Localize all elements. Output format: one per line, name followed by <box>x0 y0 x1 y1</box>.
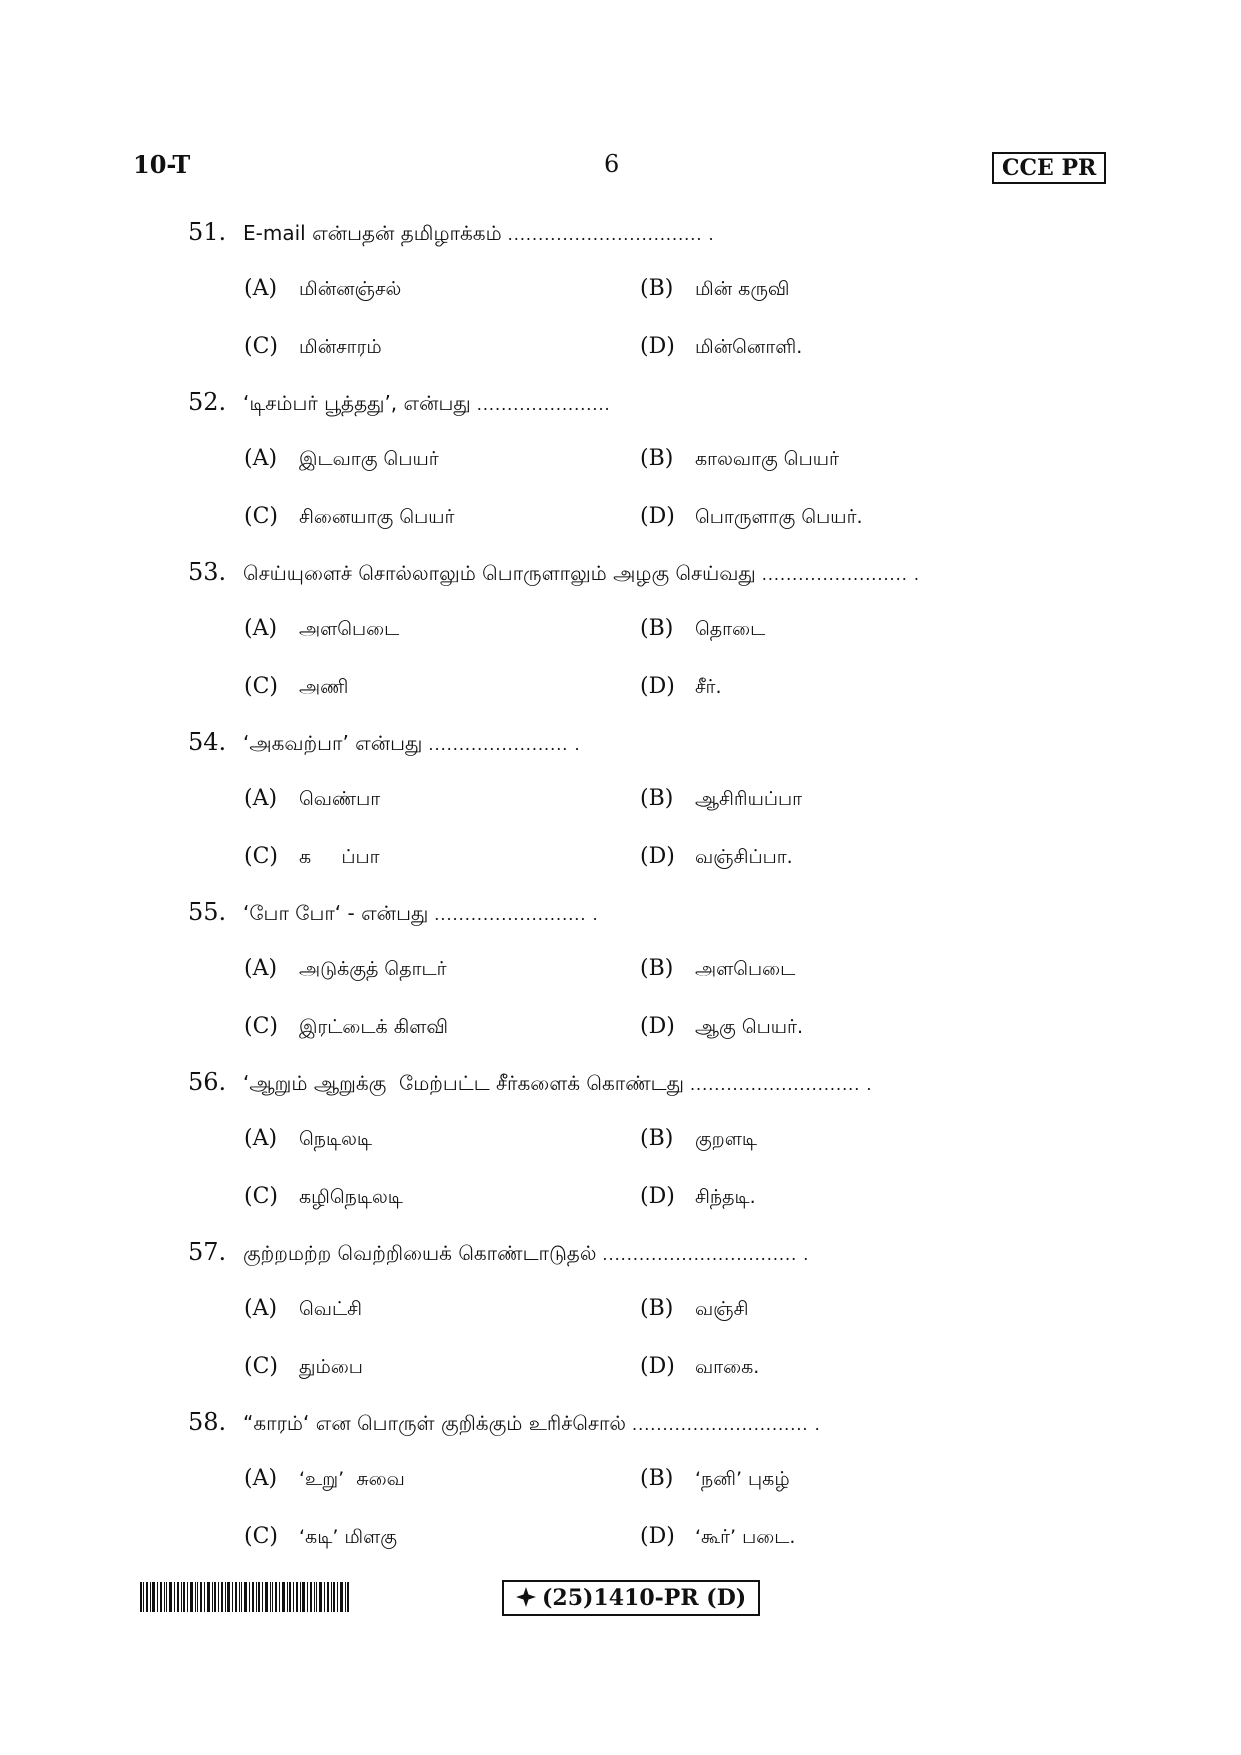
option-d <box>640 674 722 701</box>
option-key: (B) <box>640 1466 674 1491</box>
option-text: வெண்பா <box>299 788 381 810</box>
question-text: செய்யுளைச் சொல்லாலும் பொருளாலும் அழகு செய்வது <box>243 561 756 585</box>
option-key: (B) <box>640 956 674 981</box>
option-c <box>244 1014 448 1041</box>
option-key: (D) <box>640 844 675 869</box>
option-a <box>244 1126 372 1153</box>
option-key: (B) <box>640 616 674 641</box>
option-text: ‘உறு’ சுவை <box>299 1468 405 1490</box>
question-53 <box>0 558 1241 728</box>
question-text: ‘அகவற்பா’ என்பது <box>243 731 423 755</box>
question-stem <box>188 1408 821 1440</box>
option-text: வஞ்சிப்பா. <box>695 846 793 868</box>
four-point-star-icon <box>516 1587 536 1607</box>
option-text: காலவாகு பெயர் <box>695 448 839 470</box>
option-d <box>640 1354 759 1381</box>
page-header <box>0 150 1241 190</box>
option-a <box>244 446 439 473</box>
answer-blank: ............................. . <box>632 1415 821 1434</box>
question-number: 58. <box>188 1408 227 1436</box>
question-stem <box>188 558 920 590</box>
option-d <box>640 334 802 361</box>
option-d <box>640 1524 795 1551</box>
option-key: (C) <box>244 674 278 699</box>
question-number: 56. <box>188 1068 227 1096</box>
option-text: க ப்பா <box>299 846 380 868</box>
page-number: 6 <box>604 150 620 178</box>
option-key: (D) <box>640 1354 675 1379</box>
option-key: (C) <box>244 1014 278 1039</box>
option-key: (B) <box>640 786 674 811</box>
question-number: 57. <box>188 1238 227 1266</box>
option-text: சினையாகு பெயர் <box>299 506 455 528</box>
option-text: பொருளாகு பெயர். <box>695 506 863 528</box>
question-text: ‘ஆறும் ஆறுக்கு மேற்பட்ட சீர்களைக் கொண்டது <box>243 1071 684 1095</box>
option-text: வெட்சி <box>299 1298 362 1320</box>
option-c <box>244 674 348 701</box>
question-stem <box>188 898 599 930</box>
question-58 <box>0 1408 1241 1578</box>
answer-blank: ........................ . <box>761 565 920 584</box>
answer-blank: ................................ . <box>507 225 715 244</box>
option-text: மின்சாரம் <box>299 336 382 358</box>
option-key: (D) <box>640 1184 675 1209</box>
cce-pr-box: CCE PR <box>992 152 1106 184</box>
option-text: ‘கடி’ மிளகு <box>299 1526 398 1548</box>
paper-code-text: (25)1410-PR (D) <box>542 1585 747 1611</box>
option-text: இடவாகு பெயர் <box>299 448 439 470</box>
option-key: (C) <box>244 1354 278 1379</box>
question-text: ‘போ போ‘ - என்பது <box>243 901 429 925</box>
question-text: குற்றமற்ற வெற்றியைக் கொண்டாடுதல் <box>243 1241 597 1265</box>
option-key: (C) <box>244 504 278 529</box>
answer-blank: ............................ . <box>689 1075 873 1094</box>
option-b <box>640 616 765 643</box>
option-key: (A) <box>244 1126 278 1151</box>
option-c <box>244 504 454 531</box>
option-b <box>640 446 839 473</box>
option-text: குறளடி <box>695 1128 757 1150</box>
question-55 <box>0 898 1241 1068</box>
option-key: (A) <box>244 276 278 301</box>
question-stem <box>188 1068 873 1100</box>
question-text: E-mail என்பதன் தமிழாக்கம் <box>243 221 502 245</box>
option-b <box>640 276 790 303</box>
option-key: (A) <box>244 446 278 471</box>
option-text: அடுக்குத் தொடர் <box>299 958 447 980</box>
question-57 <box>0 1238 1241 1408</box>
option-key: (D) <box>640 334 675 359</box>
option-a <box>244 616 399 643</box>
question-number: 55. <box>188 898 227 926</box>
page-footer <box>0 1580 1241 1620</box>
question-stem <box>188 728 581 760</box>
answer-blank: ................................ . <box>602 1245 810 1264</box>
option-text: மின்னொளி. <box>695 336 803 358</box>
option-c <box>244 1184 403 1211</box>
question-stem <box>188 1238 809 1270</box>
option-key: (D) <box>640 674 675 699</box>
option-text: அணி <box>299 676 349 698</box>
option-text: ஆகு பெயர். <box>695 1016 804 1038</box>
option-d <box>640 844 793 871</box>
option-a <box>244 276 401 303</box>
question-stem <box>188 388 611 420</box>
option-a <box>244 1466 405 1493</box>
option-text: அளபெடை <box>299 618 400 640</box>
option-text: ஆசிரியப்பா <box>695 788 803 810</box>
option-text: வாகை. <box>695 1356 760 1378</box>
option-b <box>640 786 802 813</box>
option-text: இரட்டைக் கிளவி <box>299 1016 449 1038</box>
option-d <box>640 1014 803 1041</box>
option-c <box>244 334 382 361</box>
answer-blank: ....................... . <box>428 735 581 754</box>
option-key: (C) <box>244 844 278 869</box>
option-key: (A) <box>244 616 278 641</box>
option-b <box>640 1466 790 1493</box>
option-text: அளபெடை <box>695 958 796 980</box>
question-56 <box>0 1068 1241 1238</box>
option-key: (A) <box>244 956 278 981</box>
option-text: சீர். <box>695 676 722 698</box>
option-key: (C) <box>244 1184 278 1209</box>
option-key: (D) <box>640 1014 675 1039</box>
option-text: மின் கருவி <box>695 278 790 300</box>
question-number: 53. <box>188 558 227 586</box>
paper-code: 10-T <box>133 150 191 179</box>
answer-blank: ......................... . <box>434 905 599 924</box>
option-key: (D) <box>640 1524 675 1549</box>
question-list <box>0 218 1241 1578</box>
option-key: (B) <box>640 446 674 471</box>
option-key: (B) <box>640 1126 674 1151</box>
option-key: (C) <box>244 334 278 359</box>
option-a <box>244 956 447 983</box>
question-51 <box>0 218 1241 388</box>
question-paper-code <box>502 1580 760 1616</box>
option-c <box>244 1354 363 1381</box>
option-text: தும்பை <box>299 1356 363 1378</box>
option-a <box>244 786 380 813</box>
option-text: வஞ்சி <box>695 1298 749 1320</box>
option-c <box>244 844 380 871</box>
option-key: (A) <box>244 1296 278 1321</box>
option-b <box>640 1296 748 1323</box>
option-text: மின்னஞ்சல் <box>299 278 402 300</box>
option-c <box>244 1524 397 1551</box>
option-text: நெடிலடி <box>299 1128 372 1150</box>
option-key: (A) <box>244 1466 278 1491</box>
question-number: 54. <box>188 728 227 756</box>
option-b <box>640 1126 757 1153</box>
question-54 <box>0 728 1241 898</box>
option-key: (D) <box>640 504 675 529</box>
option-text: சிந்தடி. <box>695 1186 756 1208</box>
option-text: தொடை <box>695 618 766 640</box>
question-stem <box>188 218 715 250</box>
option-key: (C) <box>244 1524 278 1549</box>
question-number: 51. <box>188 218 227 246</box>
question-text: ‘டிசம்பர் பூத்தது’, என்பது <box>243 391 471 415</box>
option-d <box>640 504 863 531</box>
option-text: கழிநெடிலடி <box>299 1186 403 1208</box>
option-b <box>640 956 795 983</box>
option-key: (A) <box>244 786 278 811</box>
barcode <box>140 1582 350 1612</box>
option-a <box>244 1296 362 1323</box>
option-key: (B) <box>640 276 674 301</box>
option-d <box>640 1184 756 1211</box>
answer-blank: ...................... <box>476 395 611 414</box>
question-text: “காரம்‘ என பொருள் குறிக்கும் உரிச்சொல் <box>243 1411 627 1435</box>
question-number: 52. <box>188 388 227 416</box>
option-text: ‘நனி’ புகழ் <box>695 1468 790 1490</box>
option-text: ‘கூர்’ படை. <box>695 1526 796 1548</box>
question-52 <box>0 388 1241 558</box>
option-key: (B) <box>640 1296 674 1321</box>
